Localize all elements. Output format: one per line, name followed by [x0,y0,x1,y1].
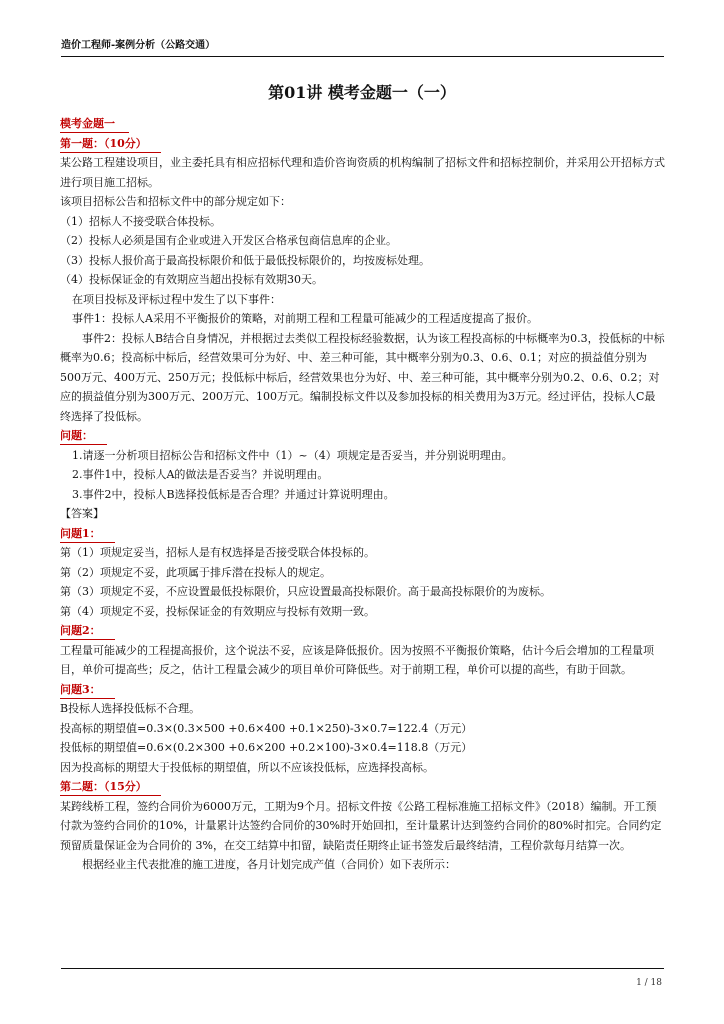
q1-event-1: 事件1：投标人A采用不平衡报价的策略，对前期工程和工程量可能减少的工程适度提高了报价。 [72,312,538,325]
answer-3-line: 因为投高标的期望大于投低标的期望值，所以不应该投低标，应选择投高标。 [60,760,434,774]
q1-event-2: 事件2：投标人B结合自身情况，并根据过去类似工程投标经验数据，认为该工程投高标的中标概率为0.3，投低标的中标概率为0.6；投高标中标后，经营效果可分为好、中、差三种可能，其中概率分别为0.3、0.6、0.1；对应的损益值分别为500万元、400万元、250万元；投低标中标后，经营效果也分为好、中、差三种可能，其中概率分别为0.2、0.6、0.2；对应的损益值分别为300万元、200万元、100万元。编制投标文件以及参加投标的相关费用为3万元。经过评估，投标人C最终选择了投低标。 [60,331,665,423]
page-number: 1 / 18 [636,978,662,988]
q2-intro: 某跨线桥工程，签约合同价为6000万元，工期为9个月。招标文件按《公路工程标准施工招标文件》（2018）编制。开工预付款为签约合同价的10%，计量累计达签约合同价的30%时开始回扣，至计量累计达到签约合同价的80%时扣完。合同约定预留质量保证金为合同价的 3%，在交工结算中扣留，缺陷责任期终止证书签发后最终结清，工程价款每月结算一次。 [60,799,662,852]
page-title: 第01讲 模考金题一（一） [268,83,456,102]
q1-rule: （2）投标人必须是国有企业或进入开发区合格承包商信息库的企业。 [60,234,397,247]
q1-question: 3.事件2中，投标人B选择投低标是否合理？并通过计算说明理由。 [72,487,395,501]
answer-label: 【答案】 [60,507,104,520]
answer-1-line: 第（4）项规定不妥，投标保证金的有效期应与投标有效期一致。 [60,604,375,618]
q1-rule: （4）投标保证金的有效期应当超出投标有效期30天。 [60,273,323,286]
answer-1-line: 第（1）项规定妥当，招标人是有权选择是否接受联合体投标的。 [60,546,375,559]
q2-heading: 第二题：（15分） [60,779,161,796]
q1-rule: （1）招标人不接受联合体投标。 [60,214,221,228]
running-header: 造价工程师-案例分析（公路交通） [61,40,216,51]
q1-question: 2.事件1中，投标人A的做法是否妥当？并说明理由。 [72,468,329,481]
answer-1-line: 第（2）项规定不妥，此项属于排斥潜在投标人的规定。 [60,565,331,579]
q1-rule: （3）投标人报价高于最高投标限价和低于最低投标限价的，均按废标处理。 [60,253,430,267]
answer-3-heading: 问题3： [60,682,115,699]
header-rule [61,56,664,57]
q1-intro: 某公路工程建设项目，业主委托具有相应招标代理和造价咨询资质的机构编制了招标文件和招标控制价，并采用公开招标方式进行项目施工招标。 [60,156,665,189]
q1-rules-intro: 该项目招标公告和招标文件中的部分规定如下： [60,195,291,208]
q1-events-intro: 在项目投标及评标过程中发生了以下事件： [72,292,281,306]
document-body [60,114,666,875]
answer-1-heading: 问题1： [60,526,115,543]
answer-3-line: 投低标的期望值=0.6×(0.2×300 +0.6×200 +0.2×100)-3×0.4=118.8（万元） [60,741,473,754]
q1-heading: 第一题：（10分） [60,136,161,153]
q1-questions-heading: 问题： [60,428,107,445]
footer-rule [61,968,664,969]
answer-3-line: 投高标的期望值=0.3×(0.3×500 +0.6×400 +0.1×250)-3×0.7=122.4（万元） [60,721,473,735]
answer-2-heading: 问题2： [60,623,115,640]
section-label: 模考金题一 [60,116,129,133]
answer-3-line: B投标人选择投低标不合理。 [60,702,201,715]
answer-1-line: 第（3）项规定不妥，不应设置最低投标限价，只应设置最高投标限价。高于最高投标限价的为废标。 [60,585,551,598]
answer-2-text: 工程量可能减少的工程提高报价，这个说法不妥，应该是降低报价。因为按照不平衡报价策略，估计今后会增加的工程量项目，单价可提高些；反之，估计工程量会减少的项目单价可降低些。对于前期工程，单价可以提的高些，有助于回款。 [60,643,654,676]
q2-schedule-intro: 根据经业主代表批准的施工进度，各月计划完成产值（合同价）如下表所示： [82,858,456,871]
q1-question: 1.请逐一分析项目招标公告和招标文件中（1）~（4）项规定是否妥当，并分别说明理由。 [72,448,513,462]
